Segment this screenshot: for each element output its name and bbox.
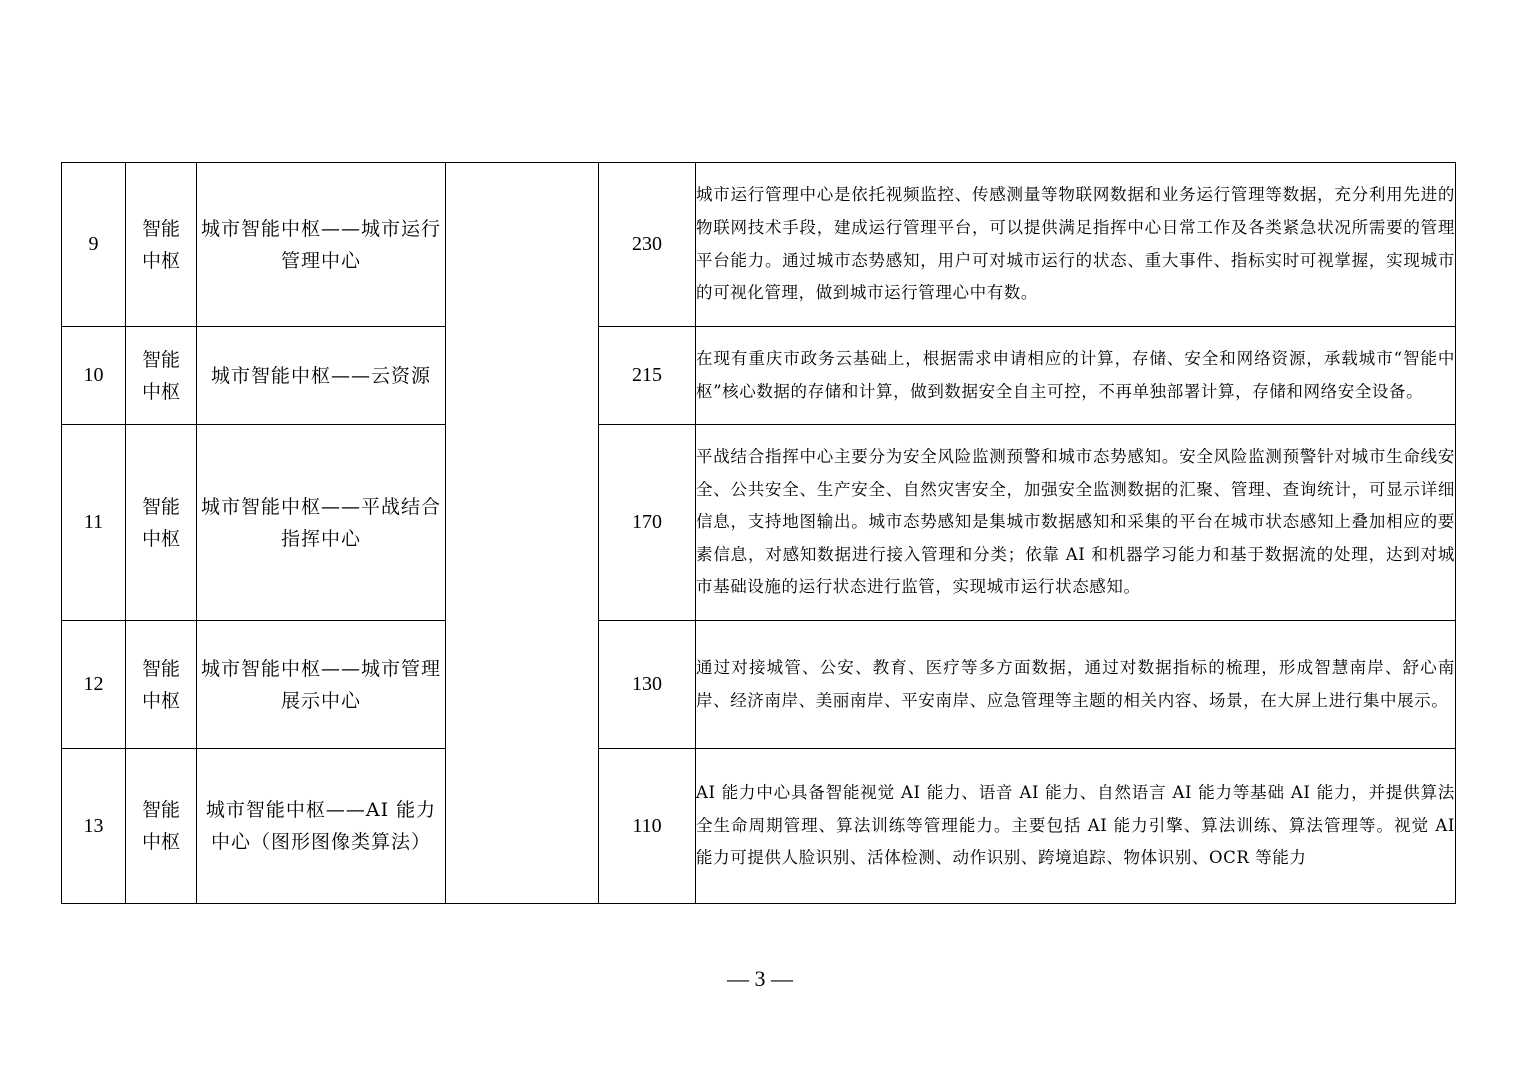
amount-cell: 170 xyxy=(599,425,696,621)
table-row xyxy=(62,425,1456,621)
project-table xyxy=(61,162,1456,904)
category-line: 智能 xyxy=(141,217,180,240)
description-cell: 通过对接城管、公安、教育、医疗等多方面数据，通过对数据指标的梳理，形成智慧南岸、舒心南岸、经济南岸、美丽南岸、平安南岸、应急管理等主题的相关内容、场景，在大屏上进行集中展示。 xyxy=(696,621,1456,749)
row-number: 11 xyxy=(62,425,126,621)
description-cell: AI 能力中心具备智能视觉 AI 能力、语音 AI 能力、自然语言 AI 能力等基础 AI 能力，并提供算法全生命周期管理、算法训练等管理能力。主要包括 AI 能力引擎、算法训练、算法管理等。视觉 AI 能力可提供人脸识别、活体检测、动作识别、跨境追踪、物体识别、OCR 等能力 xyxy=(696,749,1456,904)
category-line: 中枢 xyxy=(141,831,180,853)
project-name: 城市智能中枢——平战结合指挥中心 xyxy=(197,425,446,621)
page-number: — 3 — xyxy=(727,966,793,991)
category-line: 智能 xyxy=(141,348,180,371)
description-cell: 平战结合指挥中心主要分为安全风险监测预警和城市态势感知。安全风险监测预警针对城市生命线安全、公共安全、生产安全、自然灾害安全，加强安全监测数据的汇聚、管理、查询统计，可显示详细信息，支持地图输出。城市态势感知是集城市数据感知和采集的平台在城市状态感知上叠加相应的要素信息，对感知数据进行接入管理和分类；依靠 AI 和机器学习能力和基于数据流的处理，达到对城市基础设施的运行状态进行监管，实现城市运行状态感知。 xyxy=(696,425,1456,621)
project-name: 城市智能中枢——AI 能力中心（图形图像类算法） xyxy=(197,749,446,904)
category-line: 智能 xyxy=(141,657,180,680)
row-number: 9 xyxy=(62,163,126,327)
merged-empty-cell xyxy=(446,163,599,904)
category-cell xyxy=(126,749,197,904)
description-cell: 在现有重庆市政务云基础上，根据需求申请相应的计算，存储、安全和网络资源，承载城市“智能中枢”核心数据的存储和计算，做到数据安全自主可控，不再单独部署计算，存储和网络安全设备。 xyxy=(696,327,1456,425)
amount-cell: 130 xyxy=(599,621,696,749)
category-line: 智能 xyxy=(141,799,180,821)
table-row xyxy=(62,621,1456,749)
table-row xyxy=(62,327,1456,425)
row-number: 13 xyxy=(62,749,126,904)
row-number: 10 xyxy=(62,327,126,425)
category-line: 智能 xyxy=(141,495,180,518)
category-cell xyxy=(126,621,197,749)
project-name: 城市智能中枢——云资源 xyxy=(197,327,446,425)
row-number: 12 xyxy=(62,621,126,749)
category-cell xyxy=(126,163,197,327)
category-line: 中枢 xyxy=(141,249,180,272)
category-cell xyxy=(126,327,197,425)
category-line: 中枢 xyxy=(141,689,180,712)
category-line: 中枢 xyxy=(141,527,180,550)
category-line: 中枢 xyxy=(141,380,180,403)
amount-cell: 110 xyxy=(599,749,696,904)
amount-cell: 230 xyxy=(599,163,696,327)
project-name: 城市智能中枢——城市运行管理中心 xyxy=(197,163,446,327)
amount-cell: 215 xyxy=(599,327,696,425)
table-row xyxy=(62,749,1456,904)
category-cell xyxy=(126,425,197,621)
project-name: 城市智能中枢——城市管理展示中心 xyxy=(197,621,446,749)
description-cell: 城市运行管理中心是依托视频监控、传感测量等物联网数据和业务运行管理等数据，充分利用先进的物联网技术手段，建成运行管理平台，可以提供满足指挥中心日常工作及各类紧急状况所需要的管理平台能力。通过城市态势感知，用户可对城市运行的状态、重大事件、指标实时可视掌握，实现城市的可视化管理，做到城市运行管理心中有数。 xyxy=(696,163,1456,327)
table-row xyxy=(62,163,1456,327)
